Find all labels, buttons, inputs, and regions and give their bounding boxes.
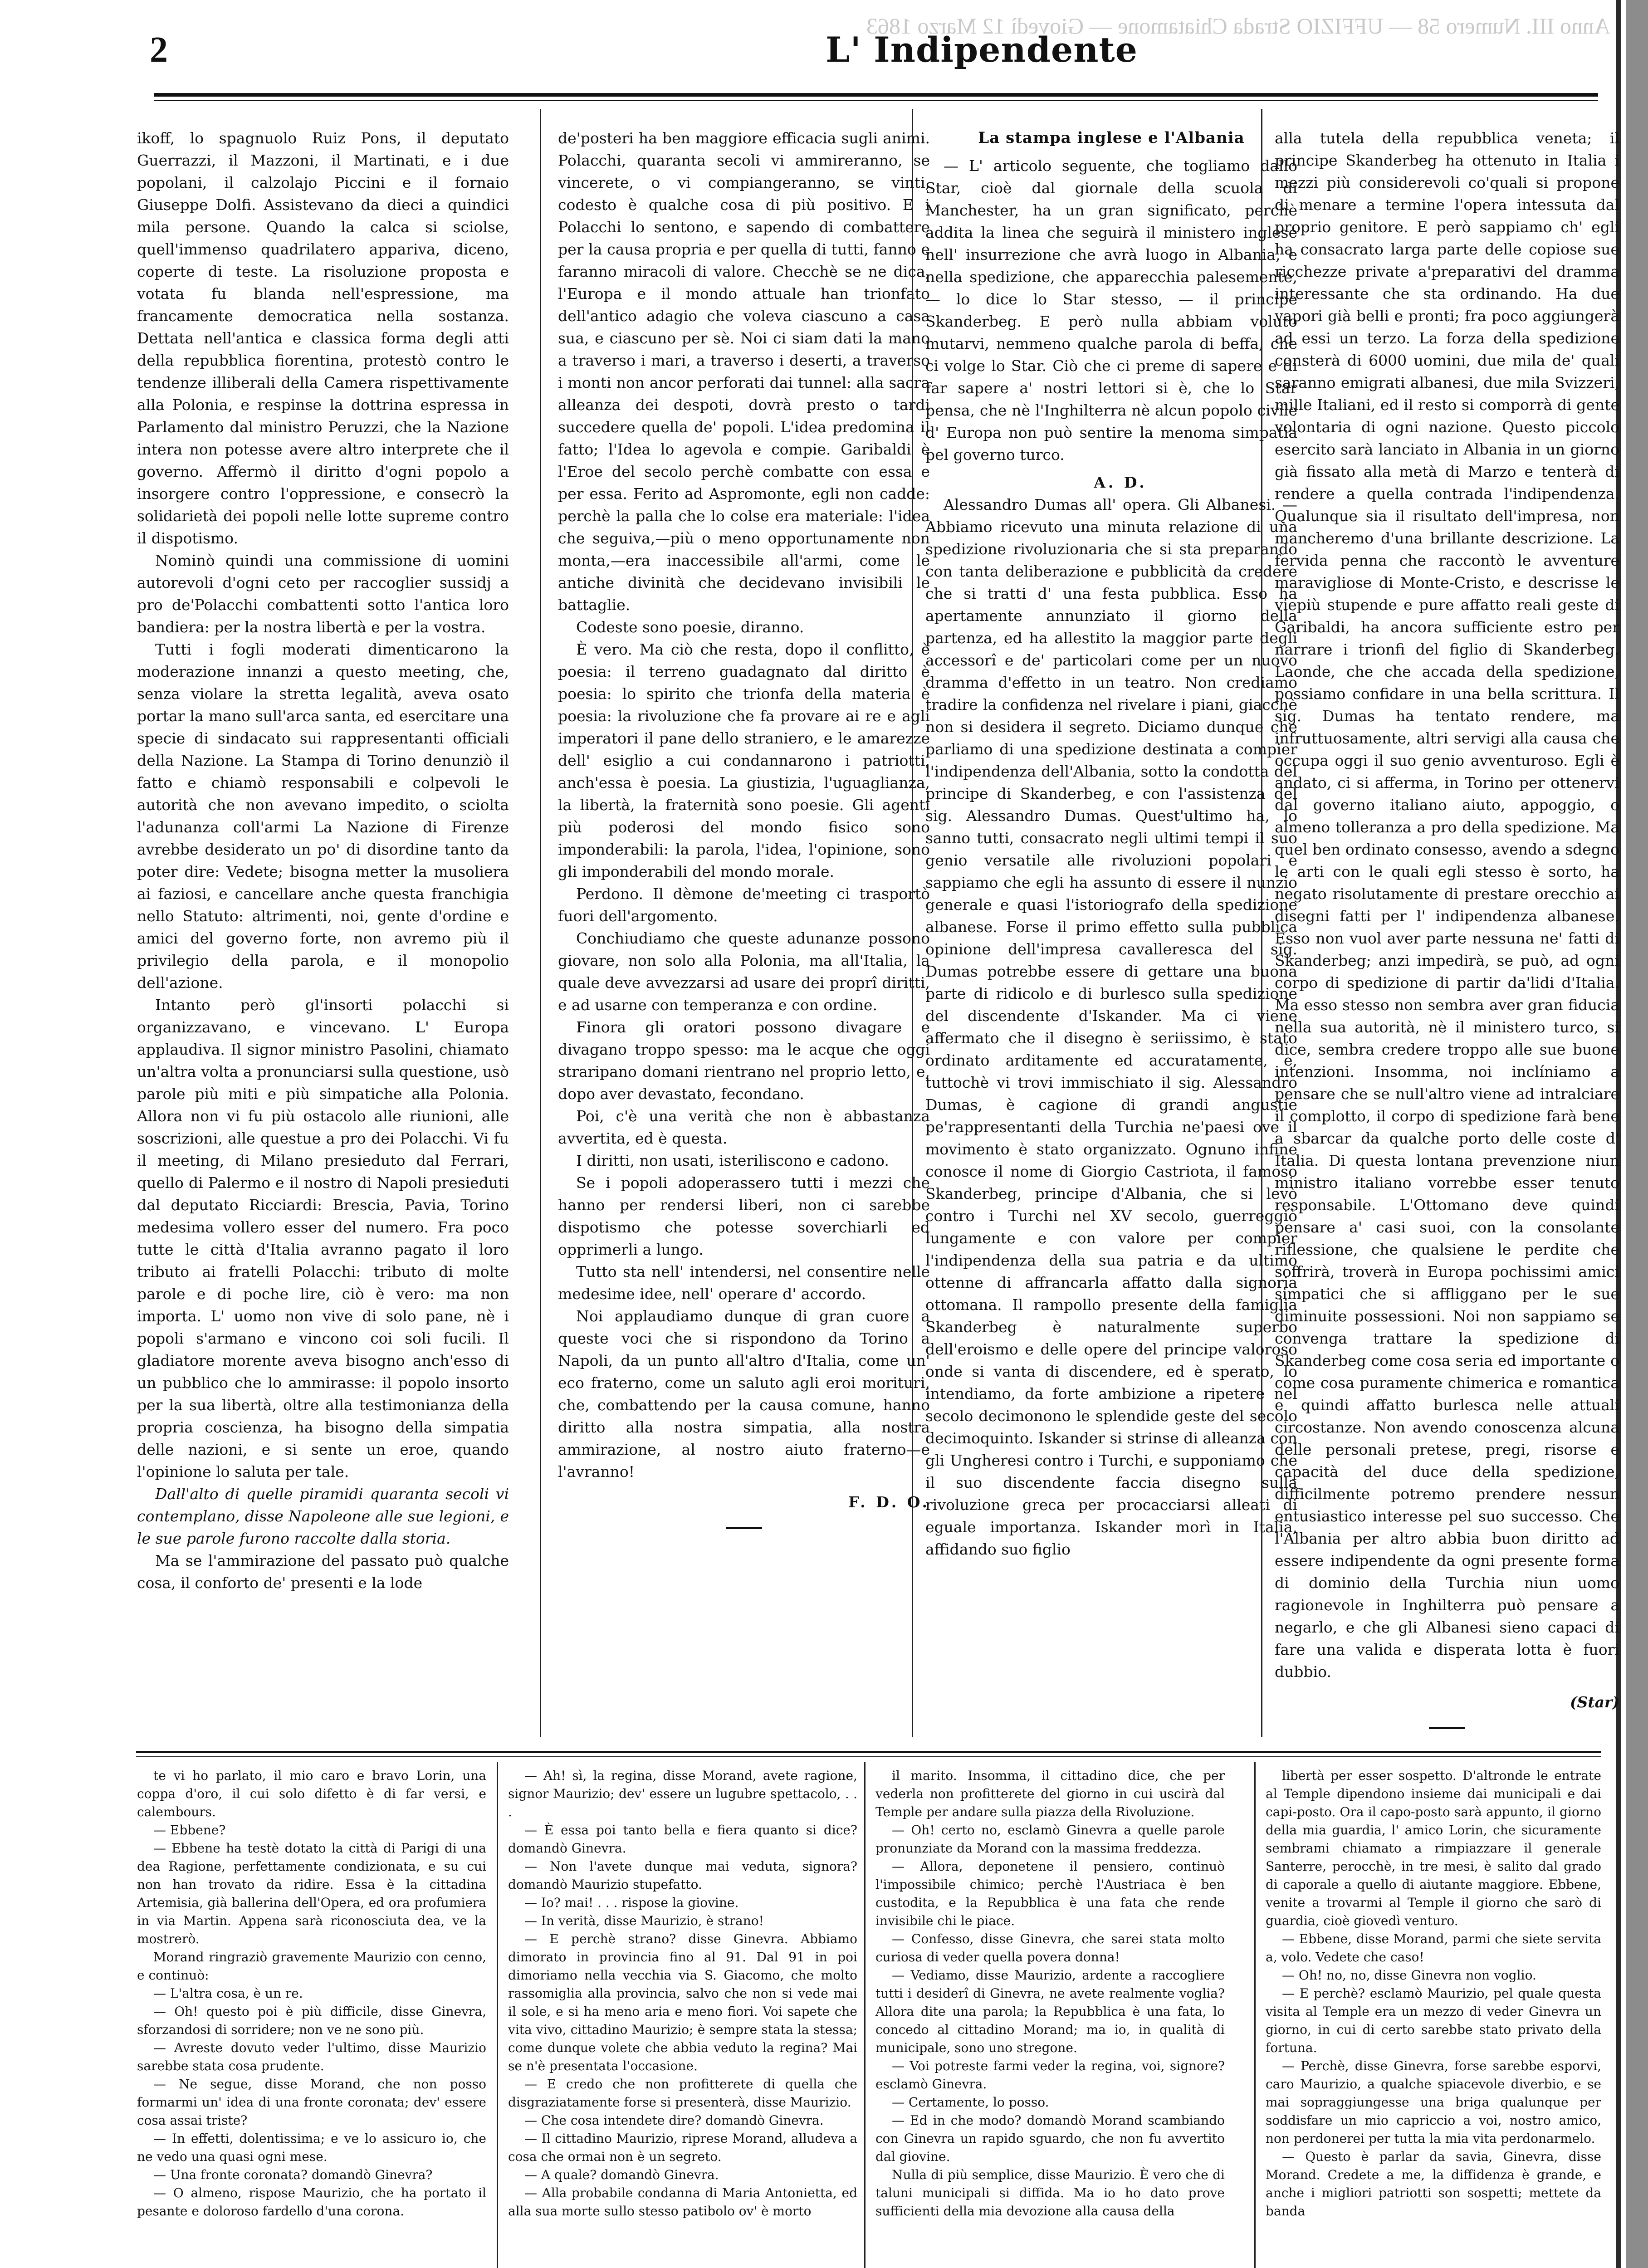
- paragraph: de'posteri ha ben maggiore efficacia sugli animi. Polacchi, quaranta secoli vi ammireranno, se vincerete, o vi compiangeranno, se vinti, codesto è qualche cosa di più positivo. E i Polacchi lo sentono, e sapendo di combattere per la causa propria e per quella di tutti, fanno e faranno miracoli di valore. Checchè se ne dica, l'Europa e il mondo attuale han trionfato dell'antico adagio che voleva ciascuno a casa sua, e ciascuno per sè. Noi ci siam dati la mano a traverso i mari, a traverso i deserti, a traverso i monti non ancor perforati dai tunnel: alla sacra alleanza dei despoti, dovrà presto o tardi succedere quella de' popoli. L'idea predomina il fatto; l'Idea lo agevola e compie. Garibaldi è l'Eroe del secolo perchè combatte con essa e per essa. Ferito ad Aspromonte, egli non cadde: perchè la palla che lo colse era materiale: l'idea che seguiva,—più o meno opportunamente non monta,—era inaccessibile all'armi, come le antiche divinità che decidevano invisibili le battaglie.: [558, 129, 930, 614]
- feuilleton-paragraph: — E perchè? esclamò Maurizio, pel quale questa visita al Temple era un mezzo di veder Ginevra un giorno, in cui di certo sarebbe stato privato della fortuna.: [1266, 1986, 1601, 2055]
- feuilleton-paragraph: — Alla probabile condanna di Maria Antonietta, ed alla sua morte sullo stesso patibolo ov' è morto: [508, 2185, 857, 2219]
- paragraph: alla tutela della repubblica veneta; il principe Skanderbeg ha ottenuto in Italia i mezzi più considerevoli co'quali si propone di menare a termine l'opera intessuta dal proprio genitore. E però sappiamo ch' egli ha consacrato larga parte delle copiose sue ricchezze private a'preparativi del dramma interessante che sta ordinando. Ha due vapori già belli e pronti; fra poco aggiungerà ad essi un terzo. La forza della spedizione consterà di 6000 uomini, due mila de' quali saranno emigrati albanesi, due mila Svizzeri, mille Italiani, ed il resto si comporrà di gente volontaria di ogni nazione. Questo piccolo esercito sarà lanciato in Albania in un giorno già fissato alla metà di Marzo e tenterà di rendere a quella contrada l'indipendenza. Qualunque sia il risultato dell'impresa, non mancheremo d'una brillante descrizione. La fervida penna che raccontò le avventure maravigliose di Monte-Cristo, e descrisse le viepiù stupende e pure affatto reali geste di Garibaldi, ha ancora sufficiente estro per narrare i trionfi del figlio di Skanderbeg. Laonde, che che accada della spedizione, possiamo confidare in una bella scrittura. Il sig. Dumas ha tentato rendere, ma infruttuosamente, altri servigi alla causa che occupa oggi il suo genio avventuroso. Egli è andato, ci si afferma, in Torino per ottenervi dal governo italiano aiuto, appoggio, o almeno tolleranza a pro della spedizione. Ma quel ben ordinato consesso, avendo a sdegno le arti con le quali egli stesso è sorto, ha negato risolutamente di prestare orecchio ai disegni fatti per l' indipendenza albanese. Esso non vuol aver parte nessuna ne' fatti di Skanderbeg; anzi impedirà, se può, ad ogni corpo di spedizione di partir da'lidi d'Italia. Ma esso stesso non sembra aver gran fiducia nella sua autorità, nè il ministero turco, si dice, sembra credere troppo alle sue buone intenzioni. Insomma, noi inclíniamo a pensare che se null'altro viene ad intralciare il complotto, il corpo di spedizione farà bene a sbarcar da qualche porto delle coste d' Italia. Di questa lontana prevenzione niun ministro italiano vorrebbe esser tenuto responsabile. L'Ottomano deve quindi pensare a' casi suoi, con la consolante riflessione, che qualsiene le perdite che soffrirà, troverà in Europa pochissimi amici simpatici che si affliggano per le sue diminuite possessioni. Noi non sappiamo se convenga trattare la spedizione di Skanderbeg come cosa seria ed importante o come cosa puramente chimerica e romantica e quindi affatto burlesca nelle attuali circostanze. Non avendo conoscenza alcuna delle personali pretese, pregi, risorse e capacità del duce della spedizione, difficilmente potremo prendere nessun entusiastico interesse pel suo successo. Che l'Albania per altro abbia buon diritto ad essere indipendente da ogni presente forma di dominio della Turchia niun uomo ragionevole in Inghilterra può pensare a negarlo, e che gli Albanesi sieno capaci di fare una valida e disperata lotta è fuori dubbio.: [1275, 129, 1619, 1681]
- feuilleton-paragraph: — Oh! questo poi è più difficile, disse Ginevra, sforzandosi di sorridere; non ve ne sono più.: [137, 2004, 486, 2037]
- feuilleton-column-1: [137, 1767, 486, 2268]
- feuilleton-paragraph: — Certamente, lo posso.: [892, 2095, 1049, 2110]
- feuilleton-paragraph: — A quale? domandò Ginevra.: [524, 2167, 719, 2182]
- article-column-4: [1275, 127, 1619, 1711]
- bleed-through-header: Anno III. Numero 58 — UFFIZIO Strada Chiatamone — Giovedì 12 Marzo 1863: [866, 13, 1610, 39]
- masthead-title: L' Indipendente: [826, 29, 1138, 70]
- article-source: (Star): [1570, 1693, 1619, 1711]
- feuilleton-column-divider: [864, 1762, 866, 2268]
- article-end-rule: [726, 1527, 762, 1529]
- feuilleton-paragraph: — Allora, deponetene il pensiero, continuò l'impossibile chimico; perchè l'Austriaca è ben custodita, e la Repubblica è una fata che rende invisibile chi le piace.: [875, 1859, 1225, 1928]
- feuilleton-paragraph: — Ed in che modo? domandò Morand scambiando con Ginevra un rapido sguardo, che non fu avvertito dal giovine.: [875, 2113, 1225, 2164]
- column-divider: [540, 109, 541, 1737]
- paragraph: — L' articolo seguente, che togliamo dallo Star, cioè dal giornale della scuola di Manchester, ha un gran significato, perchè addita la linea che seguirà il ministero inglese nell' insurrezione che avrà luogo in Albania, e nella spedizione, che apparecchia palesemente, — lo dice lo Star stesso, — il principe Skanderbeg. E però nulla abbiam voluto mutarvi, nemmeno qualche parola di beffa, che ci volge lo Star. Ciò che ci preme di sapere e di far sapere a' nostri lettori si è, che lo Star pensa, che nè l'Inghilterra nè alcun popolo civile d' Europa non può sentire la menoma simpatia pel governo turco.: [925, 157, 1297, 464]
- page-number: 2: [150, 30, 168, 70]
- paragraph: Nominò quindi una commissione di uomini autorevoli d'ogni ceto per raccoglier sussidj a pro de'Polacchi combattenti sotto l'antica loro bandiera: per la nostra libertà e per la vostra.: [137, 552, 509, 636]
- feuilleton-paragraph: — Avreste dovuto veder l'ultimo, disse Maurizio sarebbe stata cosa prudente.: [137, 2040, 486, 2073]
- paragraph: ikoff, lo spagnuolo Ruiz Pons, il deputato Guerrazzi, il Mazzoni, il Martinati, e i due popolani, il calzolajo Piccini e il fornaio Giuseppe Dolfi. Assistevano da dieci a quindici mila persone. Quando la calca si sciolse, quell'immenso quadrilatero appariva, diceno, coperte di teste. La risoluzione proposta e votata fu blanda nell'espressione, ma francamente democratica nella sostanza. Dettata nell'antica e classica forma degli atti della repubblica fiorentina, protestò contro le tendenze illiberali della Camera rispettivamente alla Polonia, e respinse la dottrina espressa in Parlamento dal ministro Peruzzi, che la Nazione intera non potesse avere altro interprete che il governo. Affermò il diritto d'ogni popolo a insorgere contro l'oppressione, e consecrò la solidarietà dei popoli nelle lotte supreme contro il dispotismo.: [137, 129, 509, 547]
- paragraph: Codeste sono poesie, diranno.: [576, 618, 804, 636]
- article-column-2: [558, 127, 930, 1678]
- article-column-3: [925, 127, 1297, 1678]
- paragraph: Alessandro Dumas all' opera. Gli Albanesi. — Abbiamo ricevuto una minuta relazione di una spedizione rivoluzionaria che si sta preparando con tanta deliberazione e pubblicità da credere che si tratti d' una festa pubblica. Esso ha apertamente annunziato il giorno della partenza, ed ha allestito la maggior parte degli accessorî e de' particolari come per un nuovo dramma d'effetto in un teatro. Non crediamo tradire la confidenza nel rivelare i piani, giacchè non si desidera il segreto. Diciamo dunque che parliamo di una spedizione destinata a compier l'indipendenza dell'Albania, sotto la condotta del principe di Skanderbeg, e con l'assistenza del sig. Alessandro Dumas. Quest'ultimo ha, lo sanno tutti, consacrato negli ultimi tempi il suo genio versatile alle rivoluzioni popolari e sappiamo che egli ha assunto di essere il nunzio generale e quasi l'istoriografo della spedizione albanese. Forse il primo effetto sulla pubblica opinione dell'impresa cavalleresca del sig. Dumas potrebbe essere di gettare una buona parte di ridicolo e di burlesco sulla spedizione del discendente d'Iskander. Ma ci viene affermato che il disegno è seriissimo, è stato ordinato arditamente ed accuratamente, e, tuttochè vi trovi immischiato il sig. Alessandro Dumas, è cagione di grandi angustie pe'rappresentanti della Turchia ne'paesi ove il movimento è stato organizzato. Ognuno infine conosce il nome di Giorgio Castriota, il famoso Skanderbeg, principe d'Albania, che si levò contro i Turchi nel XV secolo, guerreggiò lungamente e con valore per compier l'indipendenza della sua patria e da ultimo ottenne di affrancarla affatto dalla signoria ottomana. Il rampollo presente della famiglia Skanderbeg è naturalmente superbo dell'eroismo e delle opere del principe valoroso onde si vanta di discendere, ed è sperato, lo intendiamo, da forte ambizione a ripetere nel secolo decimonono le splendide geste del secolo decimoquinto. Iskander si strinse di alleanza con gli Ungheresi contro i Turchi, e supponiamo che il suo discendente faccia disegno sulla rivoluzione greca per procacciarsi alleati di eguale importanza. Iskander morì in Italia, affidando suo figlio: [925, 496, 1297, 1558]
- paragraph: Perdono. Il dèmone de'meeting ci trasportò fuori dell'argomento.: [558, 885, 930, 925]
- feuilleton-paragraph: — O almeno, rispose Maurizio, che ha portato il pesante e doloroso fardello d'una corona.: [137, 2185, 486, 2219]
- feuilleton-column-3: [875, 1767, 1225, 2268]
- article-signature: F. D. O.: [848, 1493, 930, 1511]
- feuilleton-paragraph: — E credo che non profitterete di quella che disgraziatamente forse si presenterà, disse Maurizio.: [508, 2077, 857, 2110]
- feuilleton-paragraph: te vi ho parlato, il mio caro e bravo Lorin, una coppa d'oro, il cui solo difetto è di far versi, e calembours.: [137, 1768, 486, 1819]
- feuilleton-paragraph: — E perchè strano? disse Ginevra. Abbiamo dimorato in provincia fino al 91. Dal 91 in poi dimoriamo nella vecchia via S. Giacomo, che molto rassomiglia alla provincia, salvo che non si vede mai il sole, e si ha meno aria e meno fiori. Voi sapete che vita vivo, cittadino Maurizio; è sempre stata la stessa; come dunque volete che abbia veduto la regina? Mai se n'è presentata l'occasione.: [508, 1931, 857, 2073]
- feuilleton-paragraph: — Perchè, disse Ginevra, forse sarebbe esporvi, caro Maurizio, a qualche spiacevole diverbio, e se mai sopraggiungesse una briga qualunque per soddisfare un mio capriccio a voi, nostro amico, non perdonerei per tutta la mia vita perdonarmelo.: [1266, 2058, 1601, 2146]
- feuilleton-paragraph: — Confesso, disse Ginevra, che sarei stata molto curiosa di veder quella povera donna!: [875, 1931, 1225, 1965]
- page-header: [136, 25, 1607, 75]
- feuilleton-paragraph: — Una fronte coronata? domandò Ginevra?: [153, 2167, 433, 2182]
- feuilleton-paragraph: — In verità, disse Maurizio, è strano!: [524, 1913, 764, 1928]
- article-signature: A. D.: [1094, 474, 1147, 491]
- paragraph: È vero. Ma ciò che resta, dopo il conflitto, è poesia: il terreno guadagnato dal diritto è poesia: lo spirito che trionfa della materia è poesia: la rivoluzione che fa provare ai re e agli imperatori il pane dello straniero, e le amarezze dell' esiglio a cui condannarono i patriotti, anch'essa è poesia. La giustizia, l'uguaglianza, la libertà, la fraternità sono poesie. Gli agenti più poderosi del mondo fisico sono imponderabili: la parola, l'idea, l'opinione, sono gli imponderabili del mondo morale.: [558, 640, 930, 880]
- feuilleton-column-4: [1266, 1767, 1601, 2268]
- feuilleton-paragraph: — Voi potreste farmi veder la regina, voi, signore? esclamò Ginevra.: [875, 2058, 1225, 2092]
- paragraph: Finora gli oratori possono divagare e divagano troppo spesso: ma le acque che oggi straripano domani rientrano nel proprio letto, e, dopo aver devastato, fecondano.: [558, 1018, 930, 1103]
- feuilleton-paragraph: — Ebbene ha testè dotato la città di Parigi di una dea Ragione, perfettamente condizionata, e su cui non han trovato da ridire. Essa è la cittadina Artemisia, già ballerina dell'Opera, ed ora profumiera in via Martin. Appena sarà riconosciuta dea, ve la mostrerò.: [137, 1841, 486, 1946]
- feuilleton-separator: [136, 1751, 1601, 1753]
- feuilleton-paragraph: — Io? mai! . . . rispose la giovine.: [524, 1895, 739, 1910]
- paragraph: I diritti, non usati, isteriliscono e cadono.: [576, 1152, 889, 1169]
- paragraph: Intanto però gl'insorti polacchi si organizzavano, e vincevano. L' Europa applaudiva. Il signor ministro Pasolini, chiamato un'altra volta a pronunciarsi sulla questione, usò parole più miti e più simpatiche alla Polonia. Allora non vi fu più ostacolo alle riunioni, alle soscrizioni, alle questue a pro dei Polacchi. Vi fu il meeting, di Milano presieduto dal Ferrari, quello di Palermo e il nostro di Napoli presieduti dal deputato Ricciardi: Brescia, Pavia, Torino medesima vollero esser del numero. Fra poco tutte le città d'Italia avranno pagato il loro tributo ai fratelli Polacchi: tributo di molte parole e di poche lire, ciò è vero: ma non importa. L' uomo non vive di solo pane, nè i popoli s'armano e vincono coi soli fucili. Il gladiatore morente aveva bisogno anch'esso di un pubblico che lo ammirasse: il popolo insorto per la sua libertà, oltre alla testimonianza della propria coscienza, ha bisogno della simpatia delle nazioni, e si sente un eroe, quando l'opinione lo saluta per tale.: [137, 996, 509, 1481]
- paragraph: Ma se l'ammirazione del passato può qualche cosa, il conforto de' presenti e la lode: [137, 1552, 509, 1592]
- feuilleton-paragraph: — Oh! certo no, esclamò Ginevra a quelle parole pronunziate da Morand con la massima freddezza.: [875, 1823, 1225, 1856]
- paragraph: Se i popoli adoperassero tutti i mezzi che hanno per rendersi liberi, non ci sarebbe dispotismo che potesse soverchiarli ed opprimerli a lungo.: [558, 1174, 930, 1258]
- header-rule-thin: [154, 100, 1598, 101]
- feuilleton-paragraph: — Vediamo, disse Maurizio, ardente a raccogliere tutti i desiderî di Ginevra, ne avete realmente voglia? Allora dite una parola; la Repubblica è una fata, lo concedo al cittadino Morand; ma io, in qualità di municipale, sono uno stregone.: [875, 1968, 1225, 2055]
- article-column-1: [137, 127, 509, 1678]
- paragraph: Conchiudiamo che queste adunanze possono giovare, non solo alla Polonia, ma all'Italia, la quale deve avvezzarsi ad usare dei proprî diritti, e ad usarne con temperanza e con ordine.: [558, 929, 930, 1014]
- page-edge-shadow: [1626, 0, 1648, 2268]
- feuilleton-column-2: [508, 1767, 857, 2268]
- article-heading: La stampa inglese e l'Albania: [978, 129, 1245, 147]
- feuilleton-paragraph: — Oh! no, no, disse Ginevra non voglio.: [1282, 1968, 1536, 1983]
- feuilleton-separator-thin: [136, 1756, 1601, 1757]
- feuilleton-paragraph: — Che cosa intendete dire? domandò Ginevra.: [524, 2113, 824, 2128]
- paragraph: Tutto sta nell' intendersi, nel consentire nelle medesime idee, nell' operare d' accordo.: [558, 1263, 930, 1303]
- feuilleton-paragraph: Morand ringraziò gravemente Maurizio con cenno, e continuò:: [137, 1950, 486, 1983]
- paragraph: Noi applaudiamo dunque di gran cuore a queste voci che si rispondono da Torino a Napoli, da un punto all'altro d'Italia, come un' eco fraterno, come un saluto agli eroi morituri, che, combattendo per la causa comune, hanno diritto alla nostra simpatia, alla nostra ammirazione, al nostro aiuto fraterno—e l'avranno!: [558, 1307, 930, 1481]
- feuilleton-paragraph: — È essa poi tanto bella e fiera quanto si dice? domandò Ginevra.: [508, 1823, 857, 1856]
- feuilleton-paragraph: — Ne segue, disse Morand, che non posso formarmi un' idea di una fronte coronata; dev' essere cosa assai triste?: [137, 2077, 486, 2128]
- article-end-rule: [1429, 1727, 1465, 1729]
- feuilleton-paragraph: — Non l'avete dunque mai veduta, signora? domandò Maurizio stupefatto.: [508, 1859, 857, 1892]
- feuilleton-paragraph: libertà per esser sospetto. D'altronde le entrate al Temple dipendono insieme dai municipali e dai capi-posto. Ora il capo-posto sarà appunto, il giorno della mia guardia, l' amico Lorin, che sicuramente sembrami chiamato a rimpiazzare il generale Santerre, perocchè, in tre mesi, è salito dal grado di caporale a quello di aiutante maggiore. Ebbene, venite a trovarmi al Temple il giorno che sarò di guardia, cioè giovedì venturo.: [1266, 1768, 1601, 1928]
- feuilleton-paragraph: — Ebbene?: [153, 1823, 226, 1838]
- feuilleton-paragraph: — Questo è parlar da savia, Ginevra, disse Morand. Credete a me, la diffidenza è grande, e anche i migliori patriotti son sospetti; mettete da banda: [1266, 2149, 1601, 2219]
- feuilleton-paragraph: — Ebbene, disse Morand, parmi che siete servita a, volo. Vedete che caso!: [1266, 1931, 1601, 1965]
- feuilleton-paragraph: Nulla di più semplice, disse Maurizio. È vero che di taluni municipali si diffida. Ma io ho dato prove sufficienti della mia devozione alla causa della: [875, 2167, 1225, 2219]
- feuilleton-paragraph: — Il cittadino Maurizio, riprese Morand, alludeva a cosa che ormai non è un segreto.: [508, 2131, 857, 2164]
- feuilleton-column-divider: [1254, 1762, 1256, 2268]
- feuilleton-paragraph: — In effetti, dolentissima; e ve lo assicuro io, che ne vedo una quasi ogni mese.: [137, 2131, 486, 2164]
- feuilleton-paragraph: il marito. Insomma, il cittadino dice, che per vederla non profitterete del giorno in cui uscirà dal Temple per andare sulla piazza della Rivoluzione.: [875, 1768, 1225, 1819]
- feuilleton-paragraph: — L'altra cosa, è un re.: [153, 1986, 303, 2001]
- paragraph: Poi, c'è una verità che non è abbastanza avvertita, ed è questa.: [558, 1107, 930, 1147]
- paragraph: Dall'alto di quelle piramidi quaranta secoli vi contemplano, disse Napoleone alle sue legioni, e le sue parole furono raccolte dalla storia.: [137, 1485, 509, 1547]
- paragraph: Tutti i fogli moderati dimenticarono la moderazione innanzi a questo meeting, che, senza violare la stretta legalità, aveva osato portar la mano sull'arca santa, ed esercitare una specie di sindacato sui rappresentanti officiali della Nazione. La Stampa di Torino denunziò il fatto e chiamò responsabili e colpevoli le autorità che non avevano impedito, o sciolta l'adunanza coll'armi La Nazione di Firenze avrebbe desiderato un po' di disordine tanto da poter dire: Vedete; bisogna metter la musoliera ai faziosi, e cancellare anche questa franchigia nello Statuto: altrimenti, noi, gente d'ordine e amici del governo forte, non avremo più il privilegio della parola, e il monopolio dell'azione.: [137, 640, 509, 992]
- feuilleton-paragraph: — Ah! sì, la regina, disse Morand, avete ragione, signor Maurizio; dev' essere un lugubre spettacolo, . . .: [508, 1768, 857, 1819]
- feuilleton-column-divider: [497, 1762, 498, 2268]
- header-rule: [154, 93, 1598, 97]
